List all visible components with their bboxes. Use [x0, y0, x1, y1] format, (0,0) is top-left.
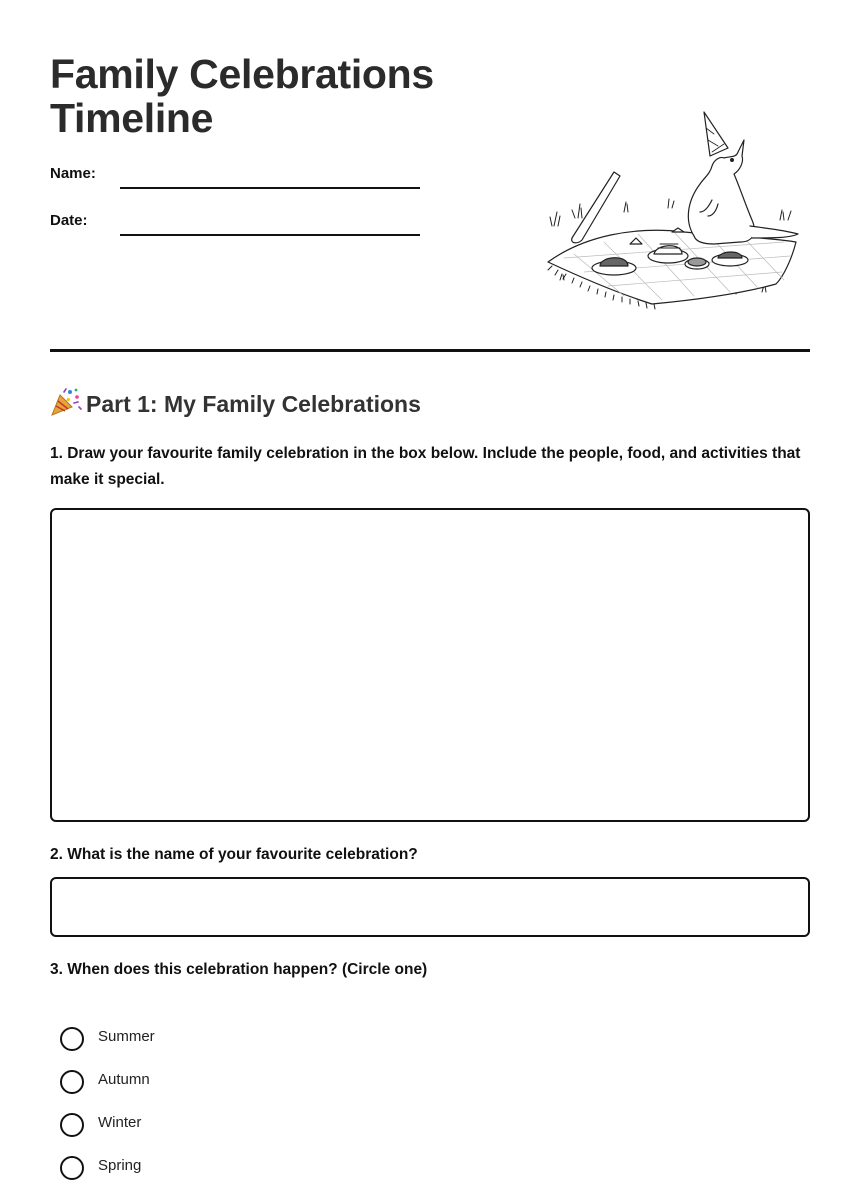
season-option-autumn[interactable]	[60, 1070, 460, 1113]
season-label: Winter	[98, 1114, 142, 1131]
name-label: Name:	[50, 165, 96, 182]
question-2: 2. What is the name of your favourite celebration?	[50, 846, 418, 863]
section-heading	[50, 387, 421, 420]
cricket-bat	[572, 172, 620, 243]
name-field[interactable]	[50, 163, 420, 187]
season-label: Autumn	[98, 1071, 150, 1088]
radio-circle[interactable]	[60, 1027, 84, 1051]
season-option-winter[interactable]	[60, 1113, 460, 1156]
drawing-box[interactable]	[50, 508, 810, 822]
kangaroo-picnic-illustration	[544, 108, 804, 314]
worksheet-header	[50, 0, 810, 352]
party-popper-icon	[50, 387, 82, 417]
season-label: Summer	[98, 1028, 155, 1045]
section-heading-text: Part 1: My Family Celebrations	[86, 391, 421, 417]
season-label: Spring	[98, 1157, 142, 1174]
picnic-blanket	[548, 230, 796, 304]
kangaroo	[688, 112, 798, 244]
radio-circle[interactable]	[60, 1113, 84, 1137]
question-1: 1. Draw your favourite family celebration in the box below. Include the people, food, and activities that make it special.	[50, 445, 801, 488]
date-field[interactable]	[50, 210, 420, 234]
season-option-summer[interactable]	[60, 1027, 460, 1070]
title-line-1: Family Celebrations	[50, 51, 434, 97]
celebration-name-answer-box[interactable]	[50, 877, 810, 937]
season-option-spring[interactable]	[60, 1156, 460, 1199]
worksheet-page	[50, 0, 810, 1174]
season-options	[60, 1027, 460, 1199]
question-3: 3. When does this celebration happen? (Circle one)	[50, 961, 428, 978]
date-label: Date:	[50, 212, 88, 229]
radio-circle[interactable]	[60, 1070, 84, 1094]
title-line-2: Timeline	[50, 95, 214, 141]
date-line[interactable]	[120, 234, 420, 236]
name-line[interactable]	[120, 187, 420, 189]
page-title	[50, 52, 434, 140]
radio-circle[interactable]	[60, 1156, 84, 1180]
